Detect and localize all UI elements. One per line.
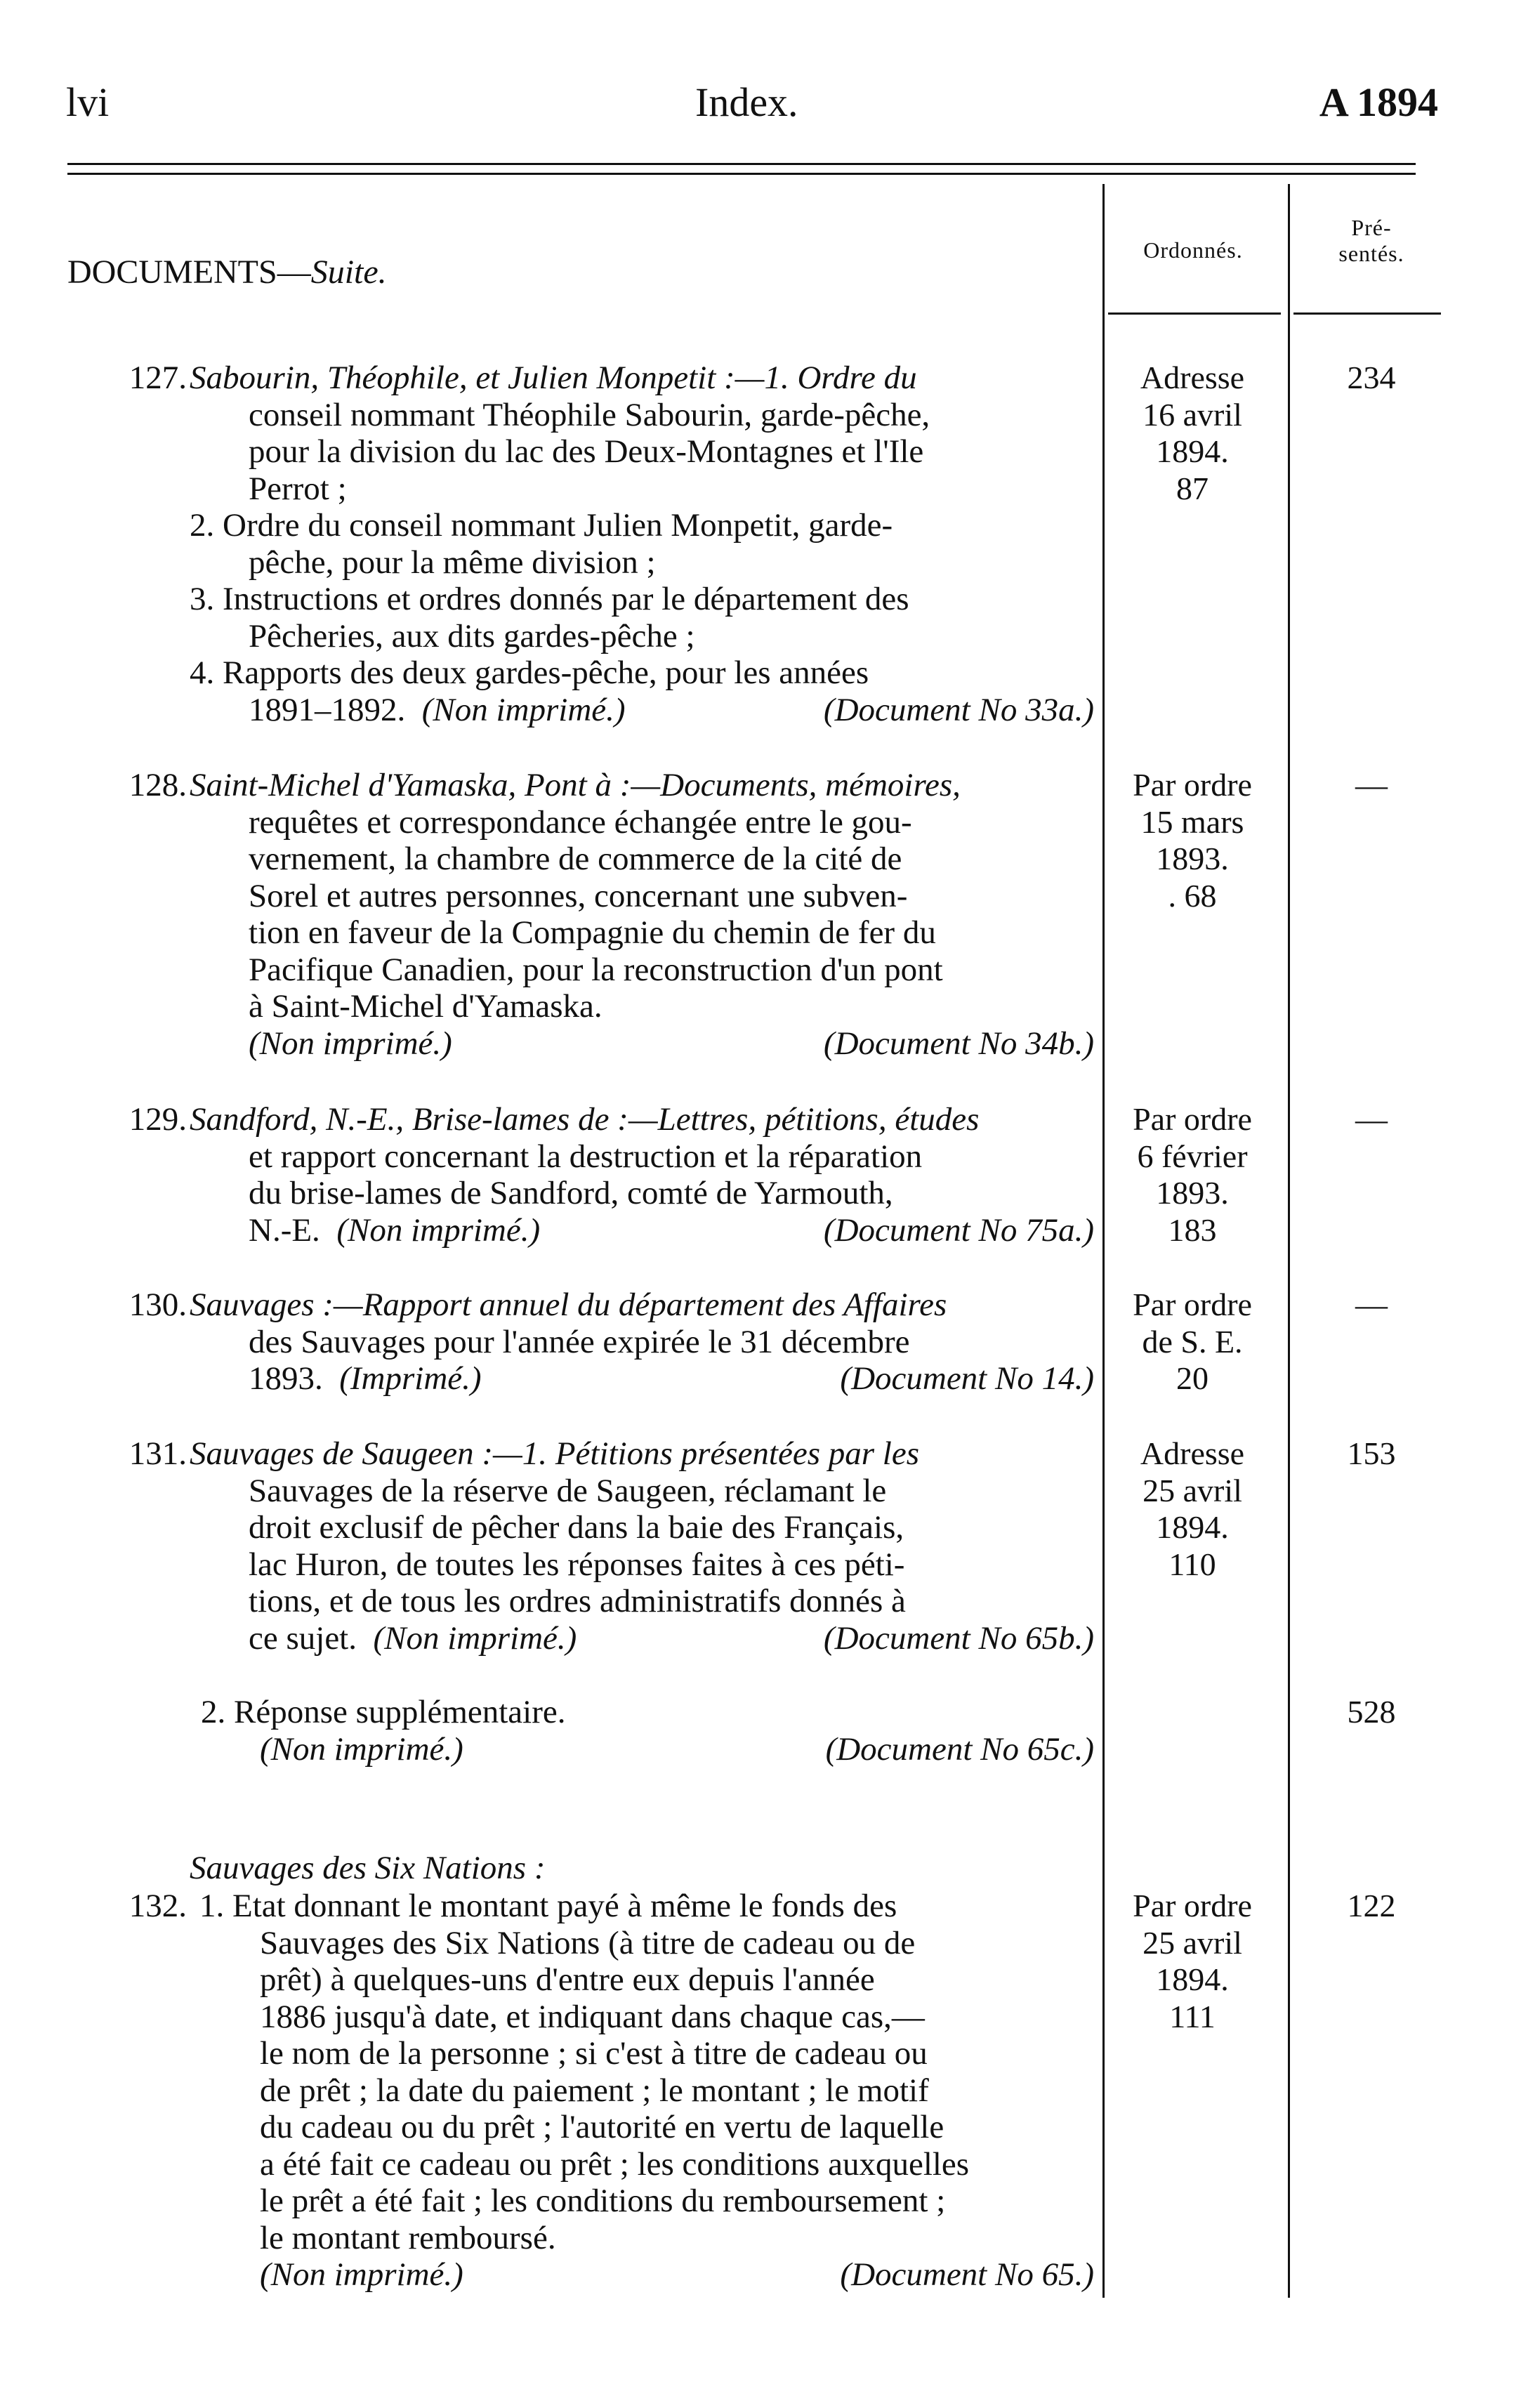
- section-heading: [67, 253, 387, 291]
- presentes-value: 234: [1347, 360, 1396, 395]
- ordonnes-cell: [1108, 1435, 1277, 1583]
- entry-text: Sandford, N.-E., Brise-lames de :—Lettres, pétitions, études: [190, 1101, 980, 1138]
- entry-text: 1891–1892.: [249, 691, 406, 728]
- entry-text: 2. Ordre du conseil nommant Julien Monpetit, garde-: [190, 507, 893, 544]
- print-status: (Non imprimé.): [260, 2256, 463, 2293]
- column-header-underline-presentes: [1293, 312, 1441, 315]
- entry-text: lac Huron, de toutes les réponses faites à ces péti-: [249, 1546, 905, 1583]
- entry-number: 129.: [129, 1101, 187, 1138]
- entry-number: 128.: [129, 767, 187, 803]
- ordonnes-cell: [1108, 1888, 1277, 2035]
- document-reference: (Document No 65c.): [825, 1730, 1094, 1768]
- ordonnes-text: Par ordre: [1133, 767, 1252, 803]
- entry-text: Sauvages de la réserve de Saugeen, réclamant le: [249, 1472, 887, 1509]
- entry-text: prêt) à quelques-uns d'entre eux depuis l'année: [260, 1961, 875, 1998]
- ordonnes-text: 1894.: [1156, 433, 1229, 469]
- print-status: (Non imprimé.): [336, 1211, 541, 1249]
- entry-text: le prêt a été fait ; les conditions du remboursement ;: [260, 2183, 946, 2219]
- column-header-presentes-line1: Pré-: [1351, 215, 1392, 240]
- entry-text: Sauvages des Six Nations (à titre de cadeau ou de: [260, 1924, 916, 1961]
- column-header-presentes: [1291, 215, 1452, 267]
- entry-text: tions, et de tous les ordres administratifs donnés à: [249, 1583, 906, 1619]
- ordonnes-text: 25 avril: [1143, 1472, 1242, 1508]
- entry-text: pêche, pour la même division ;: [249, 544, 656, 581]
- column-divider-left: [1102, 184, 1105, 2298]
- document-reference: (Document No 75a.): [823, 1211, 1094, 1249]
- column-header-ordonnes: Ordonnés.: [1143, 237, 1243, 263]
- entry-text: 1893.: [249, 1360, 323, 1397]
- entry-text: ce sujet.: [249, 1619, 357, 1657]
- column-header-presentes-line2: sentés.: [1338, 241, 1404, 266]
- entry-text: 1886 jusqu'à date, et indiquant dans chaque cas,—: [260, 1998, 925, 2035]
- entry-text: le nom de la personne ; si c'est à titre de cadeau ou: [260, 2035, 928, 2072]
- ordonnes-cell: [1108, 1101, 1277, 1249]
- ordonnes-text: 1894.: [1156, 1509, 1229, 1545]
- entry-text: N.-E.: [249, 1211, 320, 1249]
- entry-text: Sabourin, Théophile, et Julien Monpetit :—1. Ordre du: [190, 360, 917, 396]
- ordonnes-cell: [1108, 360, 1277, 507]
- entry-text: conseil nommant Théophile Sabourin, garde-pêche,: [249, 396, 930, 433]
- ordonnes-cell: [1108, 767, 1277, 914]
- ordonnes-text: 16 avril: [1143, 396, 1242, 433]
- entry-number: 132.: [129, 1888, 187, 1924]
- entry-text: 3. Instructions et ordres donnés par le département des: [190, 581, 909, 617]
- ordonnes-text: Par ordre: [1133, 1888, 1252, 1923]
- print-status: (Non imprimé.): [260, 1730, 463, 1768]
- entry-text: du brise-lames de Sandford, comté de Yarmouth,: [249, 1175, 893, 1211]
- entry-text: Pêcheries, aux dits gardes-pêche ;: [249, 617, 695, 654]
- ordonnes-text: 1893.: [1156, 1175, 1229, 1211]
- entry-text: 4. Rapports des deux gardes-pêche, pour les années: [190, 654, 869, 691]
- ordonnes-text: Adresse: [1140, 1435, 1245, 1471]
- entry-text: et rapport concernant la destruction et la réparation: [249, 1138, 923, 1175]
- document-reference: (Document No 65b.): [823, 1619, 1094, 1657]
- section-suffix: Suite.: [310, 254, 387, 291]
- page-title: Index.: [695, 79, 798, 125]
- entry-text: Sauvages de Saugeen :—1. Pétitions présentées par les: [190, 1435, 920, 1472]
- page-number: lvi: [66, 79, 110, 125]
- ordonnes-text: 20: [1176, 1360, 1209, 1396]
- print-status: (Non imprimé.): [373, 1619, 577, 1657]
- ordonnes-text: 111: [1169, 1998, 1216, 2034]
- presentes-value: —: [1355, 1287, 1388, 1322]
- entry-text: tion en faveur de la Compagnie du chemin de fer du: [249, 914, 936, 951]
- ordonnes-text: 1894.: [1156, 1961, 1229, 1997]
- ordonnes-text: 25 avril: [1143, 1924, 1242, 1961]
- entry-text: pour la division du lac des Deux-Montagnes et l'Ile: [249, 433, 924, 470]
- column-header-underline-ordonnes: [1108, 312, 1281, 315]
- ordonnes-text: Par ordre: [1133, 1287, 1252, 1322]
- ordonnes-text: 110: [1168, 1546, 1216, 1582]
- ordonnes-cell: [1108, 1287, 1277, 1397]
- entry-text: Perrot ;: [249, 470, 347, 507]
- entry-text: le montant remboursé.: [260, 2219, 556, 2256]
- print-status: (Imprimé.): [339, 1360, 482, 1397]
- ordonnes-text: 183: [1168, 1211, 1217, 1248]
- entry-text: vernement, la chambre de commerce de la cité de: [249, 841, 902, 877]
- ordonnes-text: 1893.: [1156, 841, 1229, 876]
- presentes-value: 122: [1347, 1888, 1396, 1923]
- entry-text: droit exclusif de pêcher dans la baie des Français,: [249, 1509, 904, 1546]
- document-reference: (Document No 34b.): [823, 1025, 1094, 1062]
- column-divider-right: [1288, 184, 1290, 2298]
- presentes-value: 153: [1347, 1435, 1396, 1471]
- print-status: (Non imprimé.): [421, 691, 626, 728]
- header-rule-top: [67, 163, 1416, 165]
- presentes-value: 528: [1347, 1694, 1396, 1730]
- entry-text: 2. Réponse supplémentaire.: [201, 1694, 566, 1730]
- entry-text: du cadeau ou du prêt ; l'autorité en vertu de laquelle: [260, 2109, 944, 2145]
- ordonnes-text: de S. E.: [1142, 1323, 1243, 1360]
- document-reference: (Document No 65.): [840, 2256, 1094, 2293]
- entry-text: requêtes et correspondance échangée entre le gou-: [249, 803, 912, 841]
- header-rule-bottom: [67, 173, 1416, 175]
- entry-number: 130.: [129, 1287, 187, 1323]
- entry-heading: Sauvages des Six Nations :: [190, 1850, 546, 1886]
- entry-text: Saint-Michel d'Yamaska, Pont à :—Documents, mémoires,: [190, 767, 961, 803]
- presentes-value: —: [1355, 1101, 1388, 1137]
- entry-text: de prêt ; la date du paiement ; le montant ; le motif: [260, 2072, 929, 2109]
- entry-number: 131.: [129, 1435, 187, 1472]
- ordonnes-text: . 68: [1168, 877, 1217, 914]
- entry-text: des Sauvages pour l'année expirée le 31 décembre: [249, 1323, 910, 1360]
- document-reference: (Document No 14.): [840, 1360, 1094, 1397]
- entry-text: a été fait ce cadeau ou prêt ; les conditions auxquelles: [260, 2145, 970, 2183]
- ordonnes-text: Adresse: [1140, 360, 1245, 395]
- print-status: (Non imprimé.): [249, 1025, 452, 1062]
- entry-text: Sauvages :—Rapport annuel du département des Affaires: [190, 1287, 947, 1323]
- ordonnes-text: 15 mars: [1140, 803, 1244, 840]
- entry-text: à Saint-Michel d'Yamaska.: [249, 988, 603, 1025]
- entry-text: 1. Etat donnant le montant payé à même le fonds des: [199, 1888, 897, 1924]
- entry-text: Pacifique Canadien, pour la reconstruction d'un pont: [249, 951, 943, 988]
- ordonnes-text: 6 février: [1137, 1138, 1248, 1174]
- page-year: A 1894: [1319, 79, 1438, 125]
- entry-number: 127.: [129, 360, 187, 396]
- ordonnes-text: 87: [1176, 470, 1209, 506]
- document-reference: (Document No 33a.): [823, 691, 1094, 728]
- ordonnes-text: Par ordre: [1133, 1101, 1252, 1137]
- section-title: DOCUMENTS—: [67, 254, 311, 291]
- entry-text: Sorel et autres personnes, concernant une subven-: [249, 877, 908, 914]
- presentes-value: —: [1355, 767, 1388, 803]
